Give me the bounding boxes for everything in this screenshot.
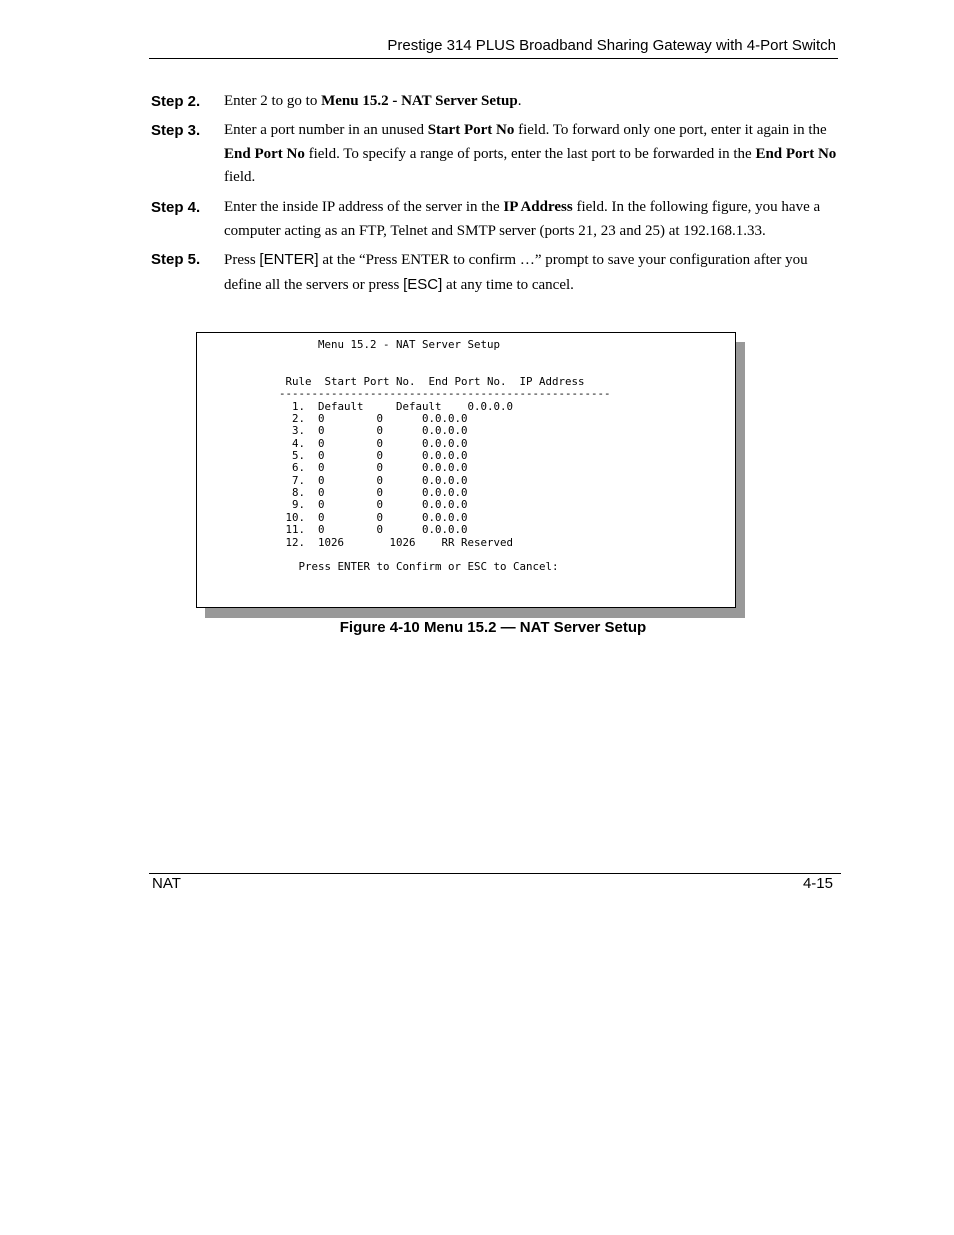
footer-rule [149, 873, 841, 874]
step-bold-term: Start Port No [427, 122, 515, 138]
step-bold-term: End Port No [224, 145, 305, 162]
step-label: Step 3. [151, 122, 201, 139]
terminal-row-2: 2. 0 0 0.0.0.0 [285, 412, 468, 426]
step-text: field. In the following figure, you have a computer acting as an FTP, Telnet and SMTP server (ports 21, 23 and 25) at 192.168.1.33. [224, 199, 821, 239]
terminal-row-4: 4. 0 0 0.0.0.0 [285, 436, 468, 450]
step-text: at the “Press ENTER to confirm …” prompt to save your configuration after you define all the servers or press [224, 252, 808, 293]
terminal-row-9: 9. 0 0 0.0.0.0 [285, 498, 468, 512]
step-body [224, 196, 841, 243]
footer-chapter: NAT [152, 875, 181, 892]
terminal-row-12: 12. 1026 1026 RR Reserved [285, 535, 514, 549]
step-bold-term: Menu 15.2 - NAT Server Setup [321, 93, 518, 109]
terminal-row-10: 10. 0 0 0.0.0.0 [285, 510, 468, 524]
terminal-prompt: Press ENTER to Confirm or ESC to Cancel: [298, 560, 559, 574]
step-5 [151, 248, 841, 297]
terminal-column-header: Rule Start Port No. End Port No. IP Address [285, 375, 585, 389]
step-2 [151, 90, 841, 114]
terminal-text [279, 339, 611, 574]
step-body [224, 90, 841, 114]
key-name: [ESC] [403, 275, 443, 293]
step-body [224, 119, 841, 190]
step-text: Enter a port number in an unused [224, 122, 428, 138]
step-text: field. To forward only one port, enter it again in the [514, 122, 827, 138]
terminal-row-5: 5. 0 0 0.0.0.0 [285, 449, 468, 463]
step-label: Step 2. [151, 93, 201, 110]
running-header: Prestige 314 PLUS Broadband Sharing Gateway with 4-Port Switch [387, 37, 836, 54]
footer-page-number: 4-15 [802, 875, 833, 892]
step-text: at any time to cancel. [442, 276, 574, 293]
terminal-screen [196, 332, 736, 608]
step-text: Enter 2 to go to [224, 93, 322, 109]
step-text: field. [224, 169, 256, 185]
step-body [224, 248, 841, 297]
terminal-row-11: 11. 0 0 0.0.0.0 [285, 523, 468, 537]
step-3 [151, 119, 841, 190]
figure-caption: Figure 4-10 Menu 15.2 — NAT Server Setup [339, 619, 647, 636]
terminal-row-1: 1. Default Default 0.0.0.0 [285, 399, 514, 413]
step-bold-term: IP Address [503, 199, 573, 215]
step-label: Step 5. [151, 251, 201, 268]
step-text: Press [224, 252, 260, 268]
step-text: Enter the inside IP address of the server in the [224, 199, 504, 215]
terminal-menu-title: Menu 15.2 - NAT Server Setup [318, 338, 501, 351]
terminal-separator: --------------------------------------------------- [279, 387, 611, 401]
step-text: . [517, 93, 522, 109]
step-text: field. To specify a range of ports, enter the last port to be forwarded in the [304, 145, 756, 162]
terminal-row-3: 3. 0 0 0.0.0.0 [285, 424, 468, 438]
step-4 [151, 196, 841, 243]
terminal-row-7: 7. 0 0 0.0.0.0 [285, 473, 468, 487]
key-name: [ENTER] [259, 251, 319, 268]
step-bold-term: End Port No [755, 145, 837, 162]
header-rule [149, 58, 838, 59]
step-label: Step 4. [151, 199, 201, 216]
terminal-row-6: 6. 0 0 0.0.0.0 [285, 461, 468, 475]
terminal-row-8: 8. 0 0 0.0.0.0 [285, 486, 468, 500]
